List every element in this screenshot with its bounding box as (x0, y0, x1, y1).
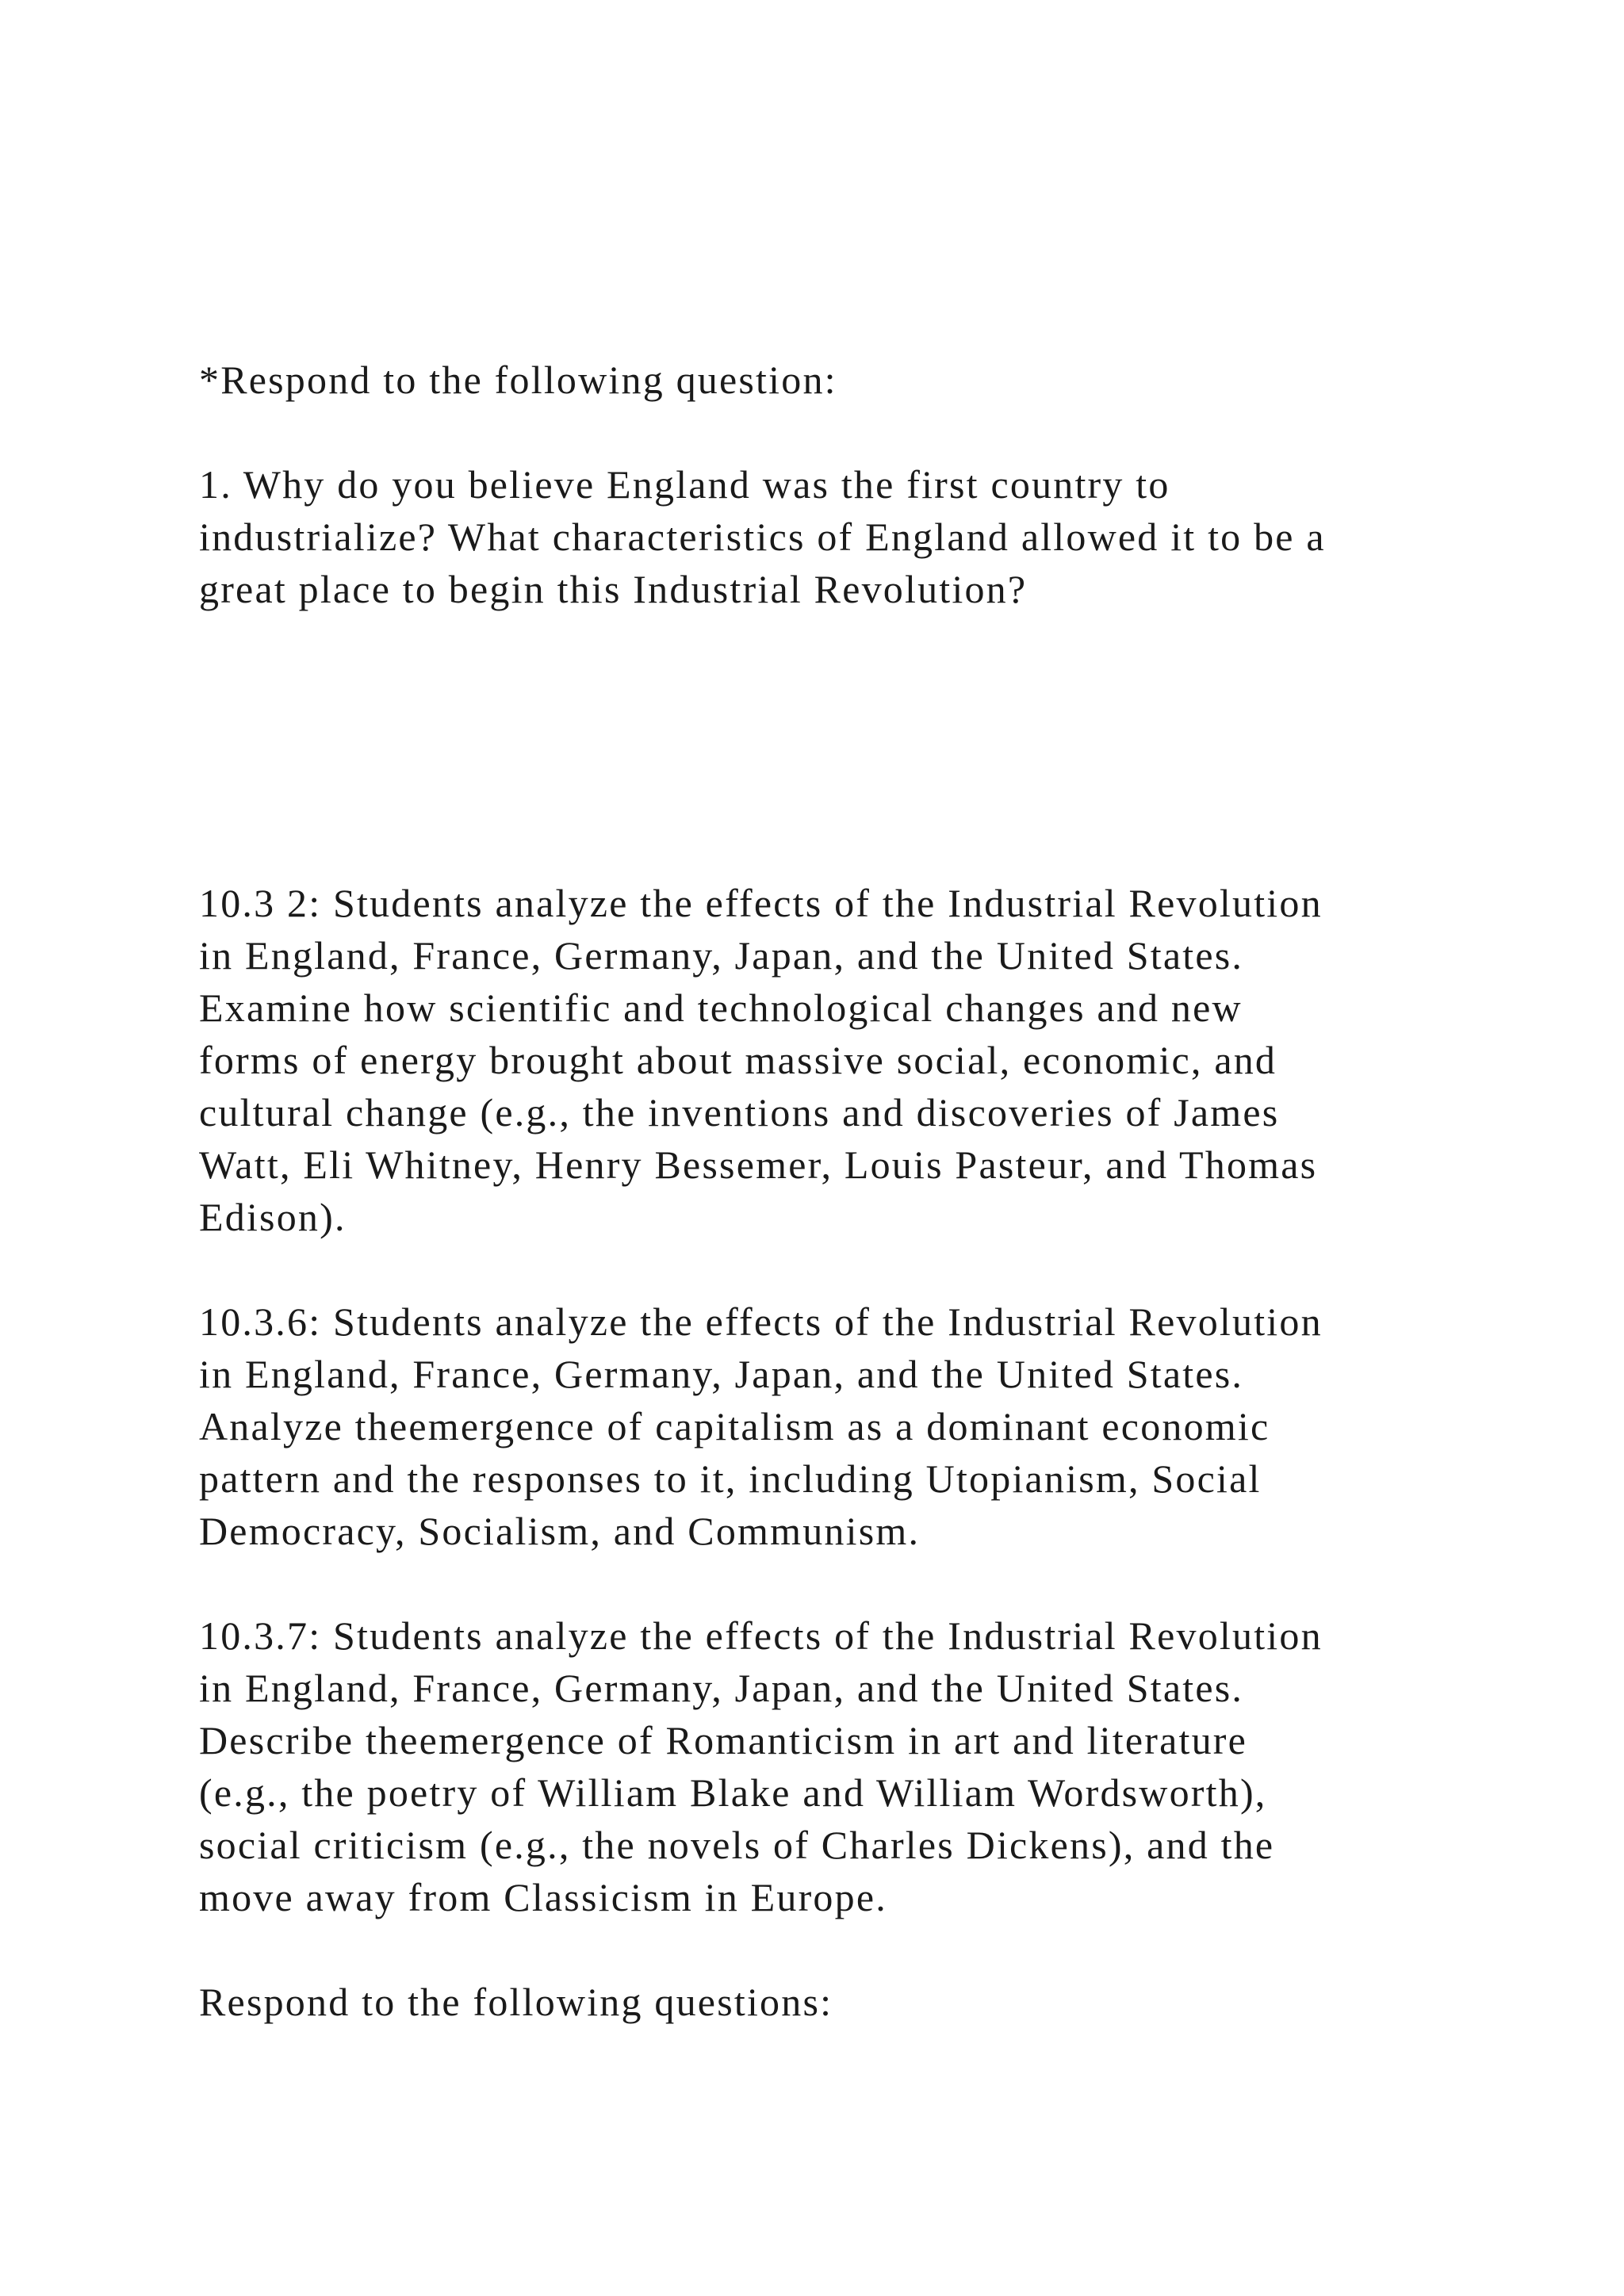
standard-line: cultural change (e.g., the inventions and discoveries of James (199, 1090, 1280, 1135)
standard-line: Examine how scientific and technological changes and new (199, 985, 1243, 1030)
standard-line: Analyze theemergence of capitalism as a dominant economic (199, 1404, 1270, 1448)
standard-line: in England, France, Germany, Japan, and the United States. (199, 933, 1244, 978)
question-1-line: industrialize? What characteristics of England allowed it to be a (199, 515, 1326, 559)
standard-line: (e.g., the poetry of William Blake and William Wordsworth), (199, 1770, 1267, 1815)
standard-line: Watt, Eli Whitney, Henry Bessemer, Louis Pasteur, and Thomas (199, 1142, 1318, 1187)
standard-line: Democracy, Socialism, and Communism. (199, 1509, 921, 1553)
standard-line: 10.3 2: Students analyze the effects of the Industrial Revolution (199, 881, 1323, 925)
question-1-line: great place to begin this Industrial Revolution? (199, 567, 1028, 611)
standard-line: 10.3.6: Students analyze the effects of the Industrial Revolution (199, 1299, 1323, 1344)
standard-line: in England, France, Germany, Japan, and the United States. (199, 1666, 1244, 1710)
closing-prompt: Respond to the following questions: (199, 1980, 833, 2024)
prompt-intro: *Respond to the following question: (199, 358, 837, 402)
standard-line: forms of energy brought about massive social, economic, and (199, 1038, 1277, 1082)
standard-line: social criticism (e.g., the novels of Charles Dickens), and the (199, 1823, 1275, 1867)
standard-line: Edison). (199, 1195, 347, 1239)
standard-line: Describe theemergence of Romanticism in art and literature (199, 1718, 1248, 1762)
standard-line: in England, France, Germany, Japan, and the United States. (199, 1352, 1244, 1396)
standard-line: pattern and the responses to it, including Utopianism, Social (199, 1456, 1262, 1501)
standard-line: 10.3.7: Students analyze the effects of the Industrial Revolution (199, 1613, 1323, 1658)
question-1-line: 1. Why do you believe England was the first country to (199, 462, 1170, 507)
standard-line: move away from Classicism in Europe. (199, 1875, 887, 1919)
